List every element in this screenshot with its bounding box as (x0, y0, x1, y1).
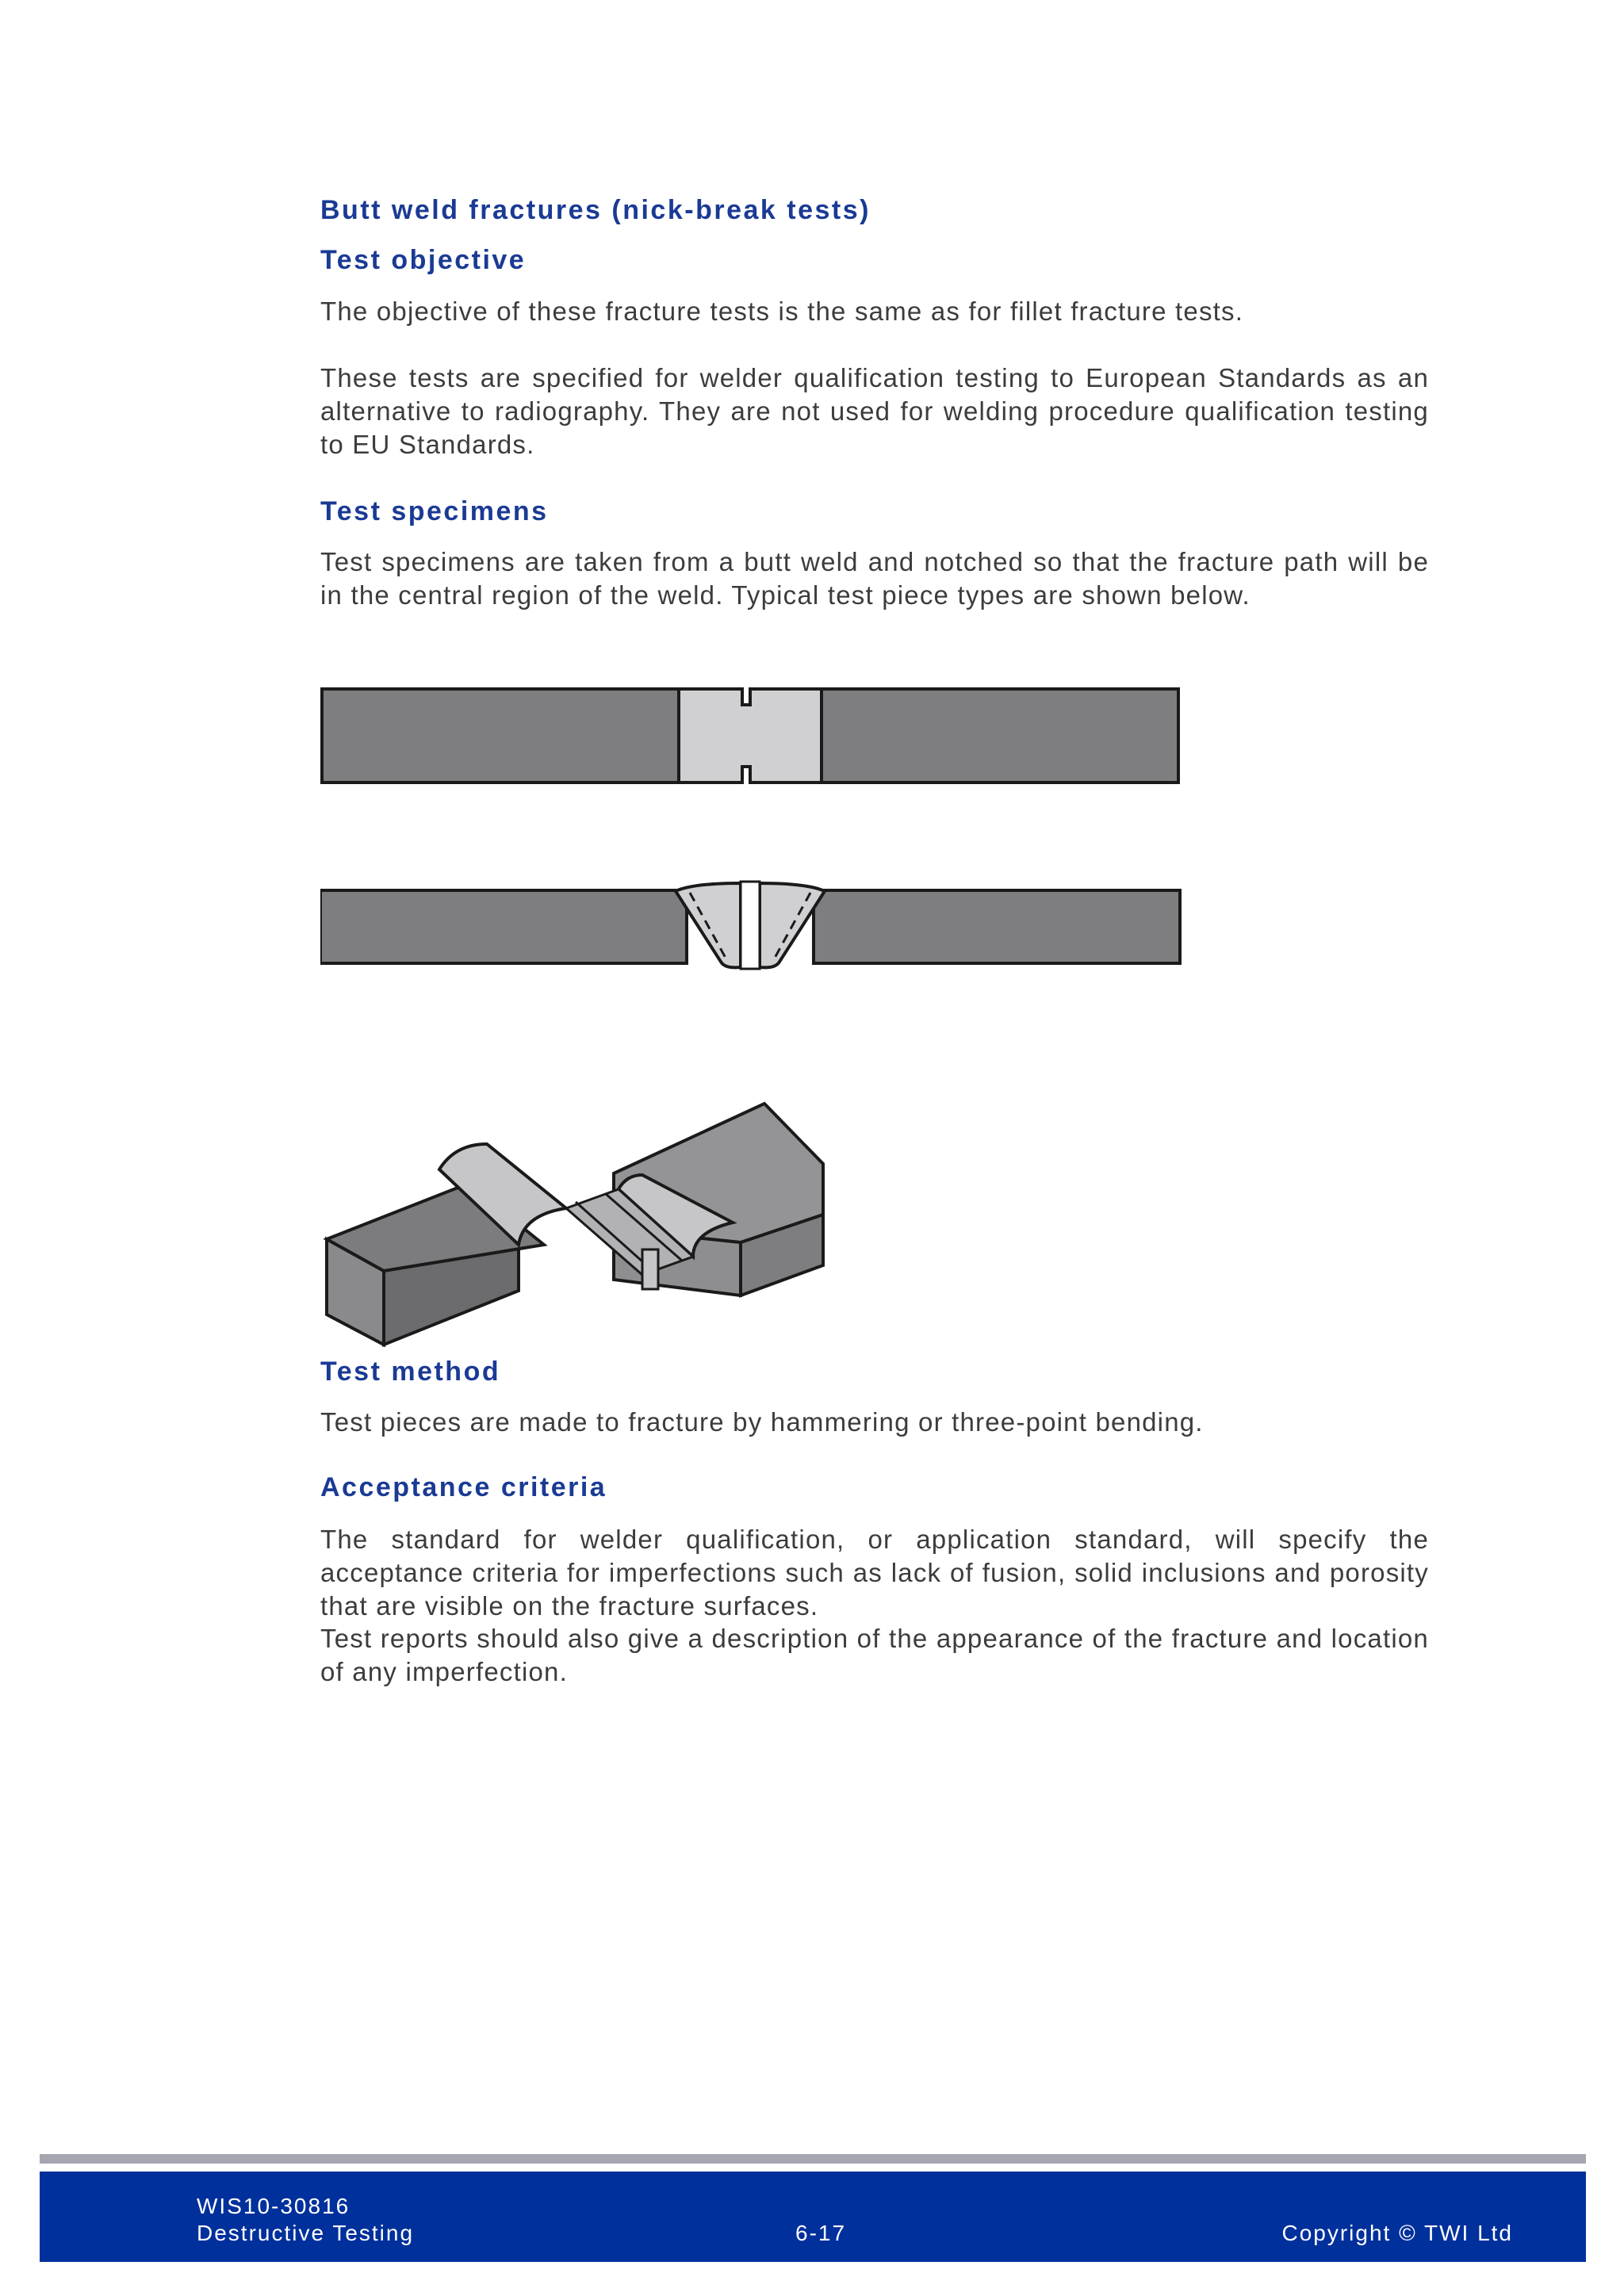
acceptance-paragraph-1: The standard for welder qualification, or application standard, will specify the acceptance criteria for imperfections such as lack of fusion, solid inclusions and porosity that are visible on the fracture surfaces. (320, 1525, 1429, 1621)
footer-rule (40, 2154, 1586, 2164)
heading-test-specimens: Test specimens (320, 496, 549, 526)
left-plate (322, 689, 679, 783)
objective-paragraph-2: These tests are specified for welder qualification testing to European Standards as an alternative to radiography. They are not used for welding procedure qualification testing to EU Standards. (320, 363, 1429, 459)
page-footer (40, 2172, 1586, 2262)
saw-cut-notch (741, 882, 760, 969)
section-title: Butt weld fractures (nick-break tests) (320, 195, 871, 225)
butt-weld-cross-section (320, 872, 1182, 983)
heading-test-objective: Test objective (320, 245, 527, 275)
footer-copyright: Copyright © TWI Ltd (1281, 2221, 1513, 2245)
heading-acceptance-criteria: Acceptance criteria (320, 1472, 607, 1502)
isometric-nick-break-specimen (320, 1039, 955, 1530)
groove-end-block (642, 1249, 658, 1289)
objective-paragraph-1: The objective of these fracture tests is the same as for fillet fracture tests. (320, 297, 1244, 326)
footer-doc-id: WIS10-30816 (197, 2194, 350, 2218)
specimens-paragraph: Test specimens are taken from a butt weld and notched so that the fracture path will be in the central region of the weld. Typical test piece types are shown below. (320, 547, 1429, 610)
right-plate (814, 890, 1180, 963)
right-plate (822, 689, 1178, 783)
weld-zone-with-notches (679, 689, 822, 783)
heading-test-method: Test method (320, 1357, 501, 1387)
method-paragraph: Test pieces are made to fracture by hammering or three-point bending. (320, 1407, 1204, 1437)
notched-specimen-side-view (320, 684, 1182, 787)
left-plate (320, 890, 687, 963)
acceptance-paragraph-2: Test reports should also give a description of the appearance of the fracture and location of any imperfection. (320, 1624, 1429, 1686)
footer-doc-title: Destructive Testing (197, 2221, 415, 2245)
footer-page-number: 6-17 (795, 2221, 847, 2245)
